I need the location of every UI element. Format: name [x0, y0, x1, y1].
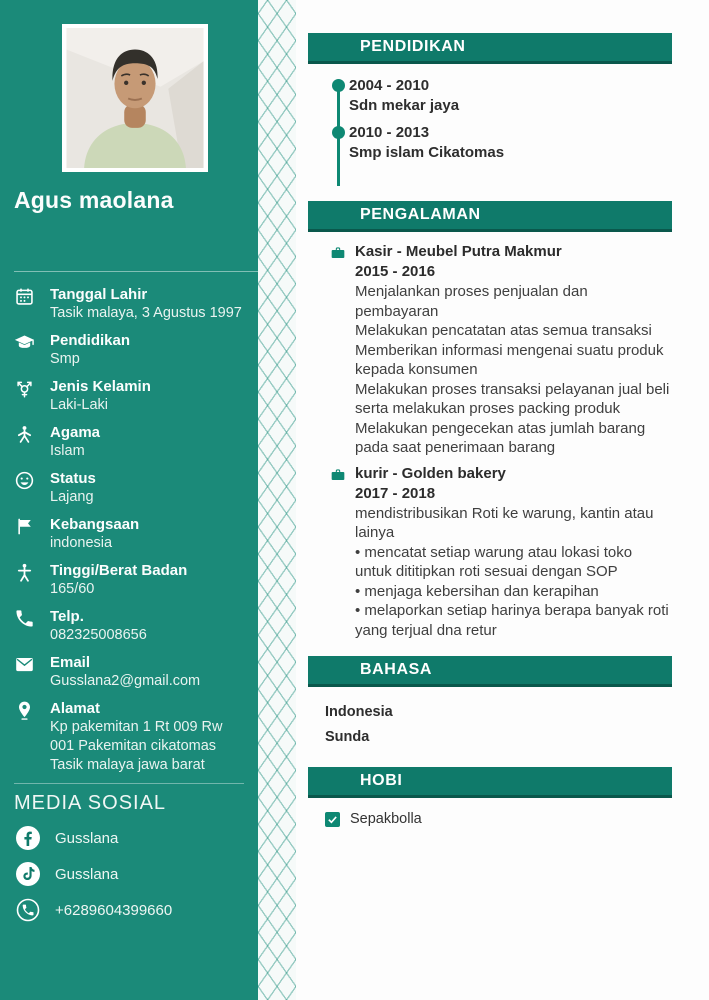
- tiktok-icon: [16, 862, 40, 886]
- social-divider: [14, 783, 244, 784]
- social-handle: Gusslana: [55, 829, 119, 847]
- job-title: kurir - Golden bakery: [355, 464, 506, 482]
- job-description-line: • melaporkan setiap harinya berapa banyak roti yang terjual dna retur: [355, 602, 669, 639]
- detail-item-jenis-kelamin: [14, 377, 250, 415]
- flag-icon: [14, 516, 37, 539]
- job-entry: [330, 242, 672, 458]
- job-period: 2017 - 2018: [355, 484, 436, 502]
- graduation-cap-icon: [14, 332, 37, 355]
- detail-label: Telp.: [50, 608, 84, 625]
- detail-label: Tanggal Lahir: [50, 286, 148, 303]
- main-column: [296, 0, 709, 1000]
- section-title: PENDIDIKAN: [360, 38, 466, 55]
- timeline-dot-icon: [332, 79, 345, 92]
- detail-item-email: [14, 653, 250, 691]
- detail-value: Kp pakemitan 1 Rt 009 Rw 001 Pakemitan cikatomas Tasik malaya jawa barat: [50, 719, 223, 773]
- job-description-line: • mencatat setiap warung atau lokasi toko untuk dititipkan roti sesuai dengan SOP: [355, 543, 633, 580]
- detail-label: Alamat: [50, 700, 101, 717]
- detail-label: Email: [50, 654, 91, 671]
- education-school: Smp islam Cikatomas: [349, 143, 505, 161]
- detail-item-tinggi-berat: [14, 561, 250, 599]
- job-description-line: Melakukan pengecekan atas jumlah barang pada saat penerimaan barang: [355, 419, 646, 456]
- education-entry: [332, 123, 672, 162]
- hobby-label: Sepakbolla: [350, 811, 422, 827]
- whatsapp-icon: [16, 898, 40, 922]
- experience-list: [330, 242, 672, 640]
- detail-value: Islam: [50, 443, 85, 459]
- location-pin-icon: [14, 700, 37, 723]
- profile-photo: [62, 24, 208, 172]
- detail-item-telp: [14, 607, 250, 645]
- social-item-facebook: [16, 826, 258, 850]
- smiley-icon: [14, 470, 37, 493]
- person-icon: [14, 424, 37, 447]
- social-section-title: MEDIA SOSIAL: [14, 792, 167, 814]
- job-description-line: Menjalankan proses penjualan dan pembayaran: [355, 283, 588, 320]
- job-entry: [330, 464, 672, 641]
- social-handle: Gusslana: [55, 865, 119, 883]
- social-item-whatsapp: [16, 898, 258, 922]
- job-period: 2015 - 2016: [355, 263, 436, 280]
- section-title: BAHASA: [360, 661, 433, 678]
- education-period: 2004 - 2010: [349, 77, 430, 94]
- job-description-line: mendistribusikan Roti ke warung, kantin atau lainya: [355, 504, 654, 541]
- language-item: Sunda: [325, 729, 370, 745]
- hobby-item: [325, 811, 672, 827]
- language-item: Indonesia: [325, 704, 393, 720]
- sidebar: [0, 0, 258, 1000]
- experience-section-header: [308, 201, 672, 232]
- education-entry: [332, 76, 672, 115]
- detail-label: Kebangsaan: [50, 516, 140, 533]
- detail-value: 082325008656: [50, 627, 147, 643]
- hobbies-section-header: [308, 767, 672, 798]
- checked-checkbox-icon: [325, 812, 340, 827]
- person-name: Agus maolana: [14, 187, 174, 213]
- education-timeline: [332, 76, 672, 186]
- timeline-dot-icon: [332, 126, 345, 139]
- detail-value: Tasik malaya, 3 Agustus 1997: [50, 305, 242, 321]
- briefcase-icon: [330, 245, 346, 261]
- personal-details: [0, 272, 258, 775]
- calendar-icon: [14, 286, 37, 309]
- detail-value: indonesia: [50, 535, 113, 551]
- detail-value: Smp: [50, 351, 80, 367]
- languages-section-header: [308, 656, 672, 687]
- avatar: [66, 28, 204, 168]
- detail-item-pendidikan: [14, 331, 250, 369]
- education-period: 2010 - 2013: [349, 124, 430, 141]
- briefcase-icon: [330, 467, 346, 483]
- education-section-header: [308, 33, 672, 64]
- languages-list: [325, 704, 672, 745]
- social-handle: +6289604399660: [55, 901, 173, 919]
- height-icon: [14, 562, 37, 585]
- detail-value: 165/60: [50, 581, 95, 597]
- detail-label: Agama: [50, 424, 101, 441]
- social-item-tiktok: [16, 862, 258, 886]
- job-title: Kasir - Meubel Putra Makmur: [355, 243, 562, 260]
- job-description-line: • menjaga kebersihan dan kerapihan: [355, 582, 599, 600]
- detail-item-status: [14, 469, 250, 507]
- detail-value: Lajang: [50, 489, 94, 505]
- detail-item-agama: [14, 423, 250, 461]
- detail-label: Status: [50, 470, 96, 487]
- gender-icon: [14, 378, 37, 401]
- facebook-icon: [16, 826, 40, 850]
- job-description-line: Memberikan informasi mengenai suatu produk kepada konsumen: [355, 341, 664, 378]
- detail-item-kebangsaan: [14, 515, 250, 553]
- job-description-line: Melakukan pencatatan atas semua transaksi: [355, 322, 652, 339]
- detail-label: Jenis Kelamin: [50, 378, 151, 395]
- detail-item-tanggal-lahir: [14, 285, 250, 323]
- phone-icon: [14, 608, 37, 631]
- education-school: Sdn mekar jaya: [349, 96, 460, 114]
- detail-label: Tinggi/Berat Badan: [50, 562, 188, 579]
- job-description-line: Melakukan proses transaksi pelayanan jual beli serta melakukan proses packing produk: [355, 380, 670, 417]
- detail-value: Gusslana2@gmail.com: [50, 673, 201, 689]
- diamond-pattern-divider: [258, 0, 296, 1000]
- detail-item-alamat: [14, 699, 250, 775]
- detail-label: Pendidikan: [50, 332, 131, 349]
- section-title: HOBI: [360, 772, 403, 789]
- envelope-icon: [14, 654, 37, 677]
- detail-value: Laki-Laki: [50, 397, 109, 413]
- section-title: PENGALAMAN: [360, 206, 481, 223]
